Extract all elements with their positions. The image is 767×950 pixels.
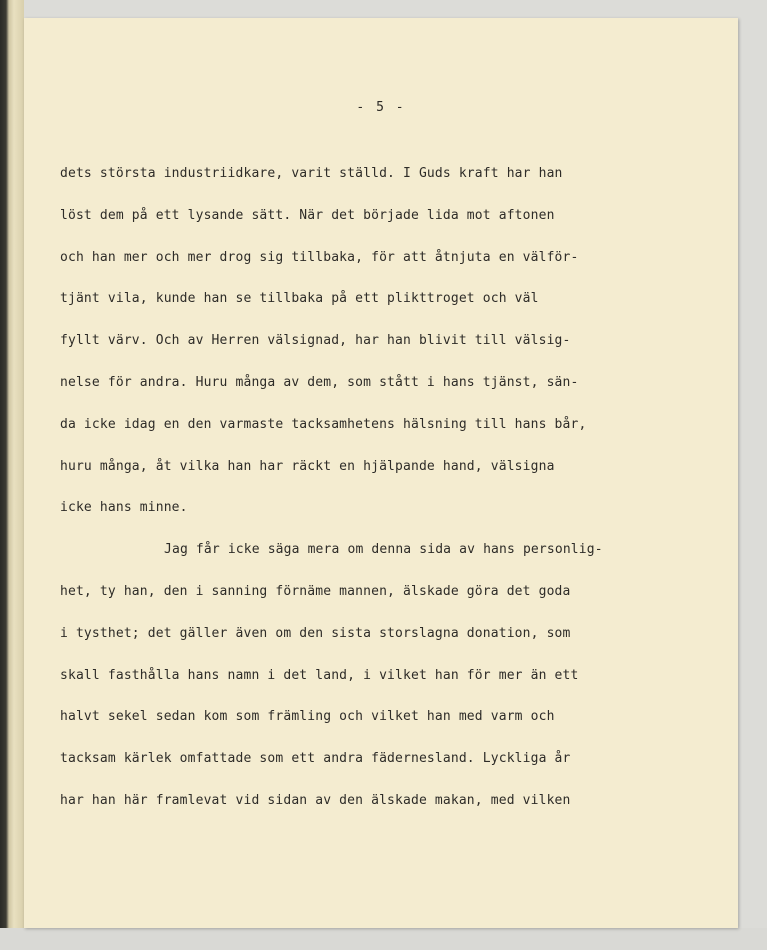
text-line: icke hans minne. — [60, 500, 188, 516]
paragraph-start-line: Jag får icke säga mera om denna sida av hans personlig- — [164, 542, 603, 558]
text-line: tacksam kärlek omfattade som ett andra fädernesland. Lyckliga år — [60, 751, 571, 767]
text-line: nelse för andra. Huru många av dem, som stått i hans tjänst, sän- — [60, 374, 579, 390]
text-line: löst dem på ett lysande sätt. När det började lida mot aftonen — [60, 207, 555, 223]
text-line: dets största industriidkare, varit ställd. I Guds kraft har han — [60, 166, 563, 181]
typewritten-page — [24, 18, 738, 928]
text-line: huru många, åt vilka han har räckt en hjälpande hand, välsigna — [60, 458, 555, 474]
text-line: och han mer och mer drog sig tillbaka, för att åtnjuta en välför- — [60, 249, 579, 265]
text-line: da icke idag en den varmaste tacksamhetens hälsning till hans bår, — [60, 416, 587, 432]
binding-edge — [0, 0, 24, 950]
text-line: skall fasthålla hans namn i det land, i vilket han för mer än ett — [60, 667, 579, 683]
text-line: halvt sekel sedan kom som främling och vilket han med varm och — [60, 709, 555, 725]
text-line: har han här framlevat vid sidan av den älskade makan, med vilken — [60, 792, 571, 808]
text-line: het, ty han, den i sanning förnäme mannen, älskade göra det goda — [60, 583, 571, 599]
text-line: tjänt vila, kunde han se tillbaka på ett plikttroget och väl — [60, 291, 539, 307]
page-number: - 5 - — [356, 100, 406, 115]
scan-background — [0, 928, 767, 950]
text-line: fyllt värv. Och av Herren välsignad, har han blivit till välsig- — [60, 333, 571, 349]
text-line: i tysthet; det gäller även om den sista storslagna donation, som — [60, 625, 571, 641]
body-text — [60, 163, 710, 832]
